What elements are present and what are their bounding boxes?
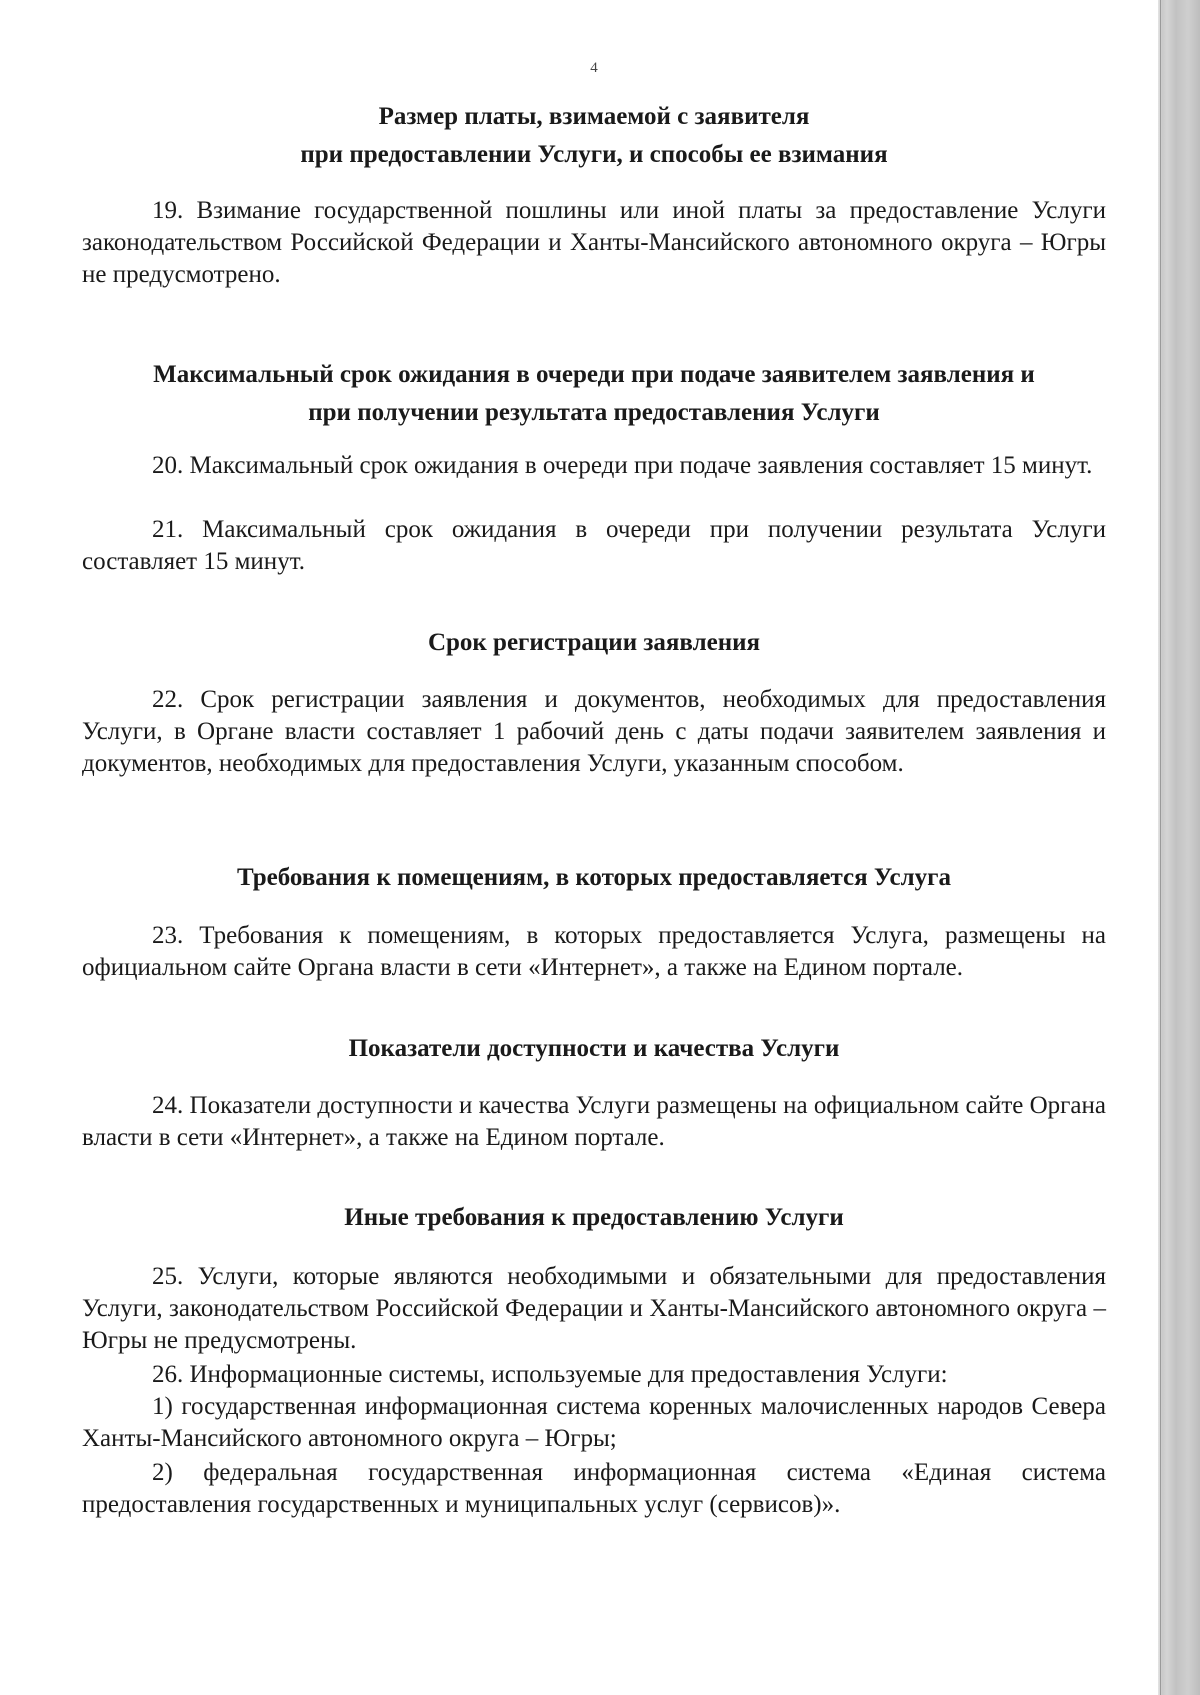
scan-edge-shadow: [1158, 0, 1200, 1695]
heading-line: Срок регистрации заявления: [427, 629, 761, 656]
heading-line: Требования к помещениям, в которых предоставляется Услуга: [236, 864, 952, 891]
paragraph-26-item-1: 1) государственная информационная система коренных малочисленных народов Севера Ханты-Мансийского автономного округа – Югры;: [82, 1393, 1106, 1452]
heading-line: при получении результата предоставления Услуги: [308, 399, 880, 426]
paragraph-21: 21. Максимальный срок ожидания в очереди при получении результата Услуги составляет 15 минут.: [82, 516, 1106, 575]
section-heading-quality: [82, 1030, 1106, 1068]
heading-line: Максимальный срок ожидания в очереди при подаче заявителем заявления и: [153, 361, 1035, 388]
heading-line: Размер платы, взимаемой с заявителя: [378, 103, 810, 130]
paragraph-25: 25. Услуги, которые являются необходимыми и обязательными для предоставления Услуги, законодательством Российской Федерации и Ханты-Мансийского автономного округа – Югры не предусмотрены.: [82, 1263, 1106, 1354]
heading-line: Иные требования к предоставлению Услуги: [344, 1204, 844, 1231]
paragraph-26-item-2: 2) федеральная государственная информационная система «Единая система предоставления государственных и муниципальных услуг (сервисов)».: [82, 1459, 1106, 1518]
paragraph-26: 26. Информационные системы, используемые для предоставления Услуги:: [152, 1361, 948, 1388]
paragraph-23: 23. Требования к помещениям, в которых предоставляется Услуга, размещены на официальном сайте Органа власти в сети «Интернет», а также на Едином портале.: [82, 922, 1106, 981]
section-heading-registration: [82, 624, 1106, 662]
paragraph-19: 19. Взимание государственной пошлины или иной платы за предоставление Услуги законодательством Российской Федерации и Ханты-Мансийского автономного округа – Югры не предусмотрено.: [82, 197, 1106, 288]
section-heading-queue-time: [82, 356, 1106, 432]
page-number: 4: [590, 60, 598, 76]
paragraph-22: 22. Срок регистрации заявления и документов, необходимых для предоставления Услуги, в Органе власти составляет 1 рабочий день с даты подачи заявителем заявления и документов, необходимых для предоставления Услуги, указанным способом.: [82, 686, 1106, 777]
paragraph-24: 24. Показатели доступности и качества Услуги размещены на официальном сайте Органа власти в сети «Интернет», а также на Едином портале.: [82, 1092, 1106, 1151]
paragraph-20: 20. Максимальный срок ожидания в очереди при подаче заявления составляет 15 минут.: [152, 452, 1093, 479]
section-heading-premises: [82, 859, 1106, 897]
heading-line: Показатели доступности и качества Услуги: [348, 1035, 840, 1062]
section-heading-fee: [82, 98, 1106, 174]
heading-line: при предоставлении Услуги, и способы ее взимания: [300, 141, 888, 168]
section-heading-other-requirements: [82, 1199, 1106, 1237]
